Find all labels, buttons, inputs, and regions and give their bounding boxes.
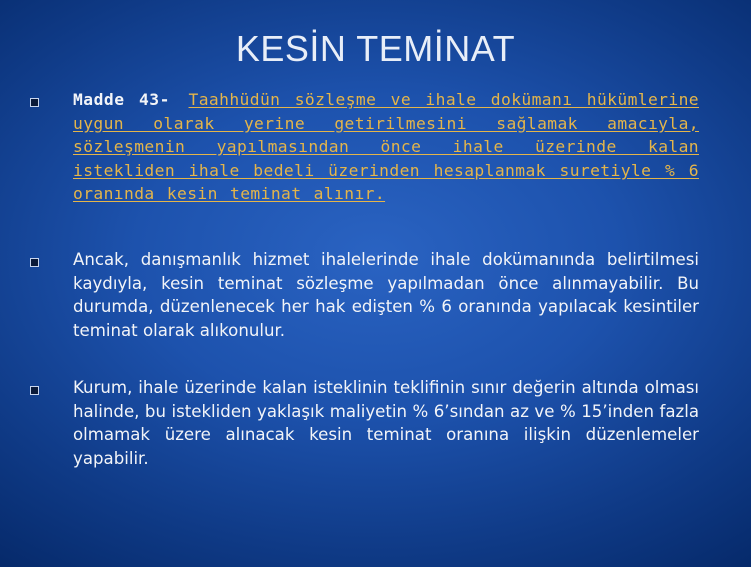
- bullet-text: Ancak, danışmanlık hizmet ihalelerinde ihale dokümanında belirtilmesi kaydıyla, kesin teminat sözleşme yapılmadan önce alınmayabilir. Bu durumda, düzenlenecek her hak edişten % 6 oranında yapılacak kesintiler teminat olarak alıkonulur.: [73, 250, 699, 340]
- article-number: Madde 43-: [73, 90, 170, 109]
- square-bullet-icon: [30, 98, 39, 107]
- bullet-text: [73, 88, 699, 206]
- square-bullet-icon: [30, 386, 39, 395]
- bullet-text: Kurum, ihale üzerinde kalan isteklinin teklifinin sınır değerin altında olması halinde, bu istekliden yaklaşık maliyetin % 6’sından az ve % 15’inden fazla olmamak üzere alınacak kesin teminat oranına ilişkin düzenlemeler yapabilir.: [73, 378, 699, 468]
- slide-title: KESİN TEMİNAT: [235, 28, 516, 69]
- article-link-text[interactable]: Taahhüdün sözleşme ve ihale dokümanı hükümlerine uygun olarak yerine getirilmesini sağlamak amacıyla, sözleşmenin yapılmasından önce ihale üzerinde kalan istekliden ihale bedeli üzerinden hesaplanmak suretiyle % 6 oranında kesin teminat alınır.: [73, 90, 699, 203]
- square-bullet-icon: [30, 258, 39, 267]
